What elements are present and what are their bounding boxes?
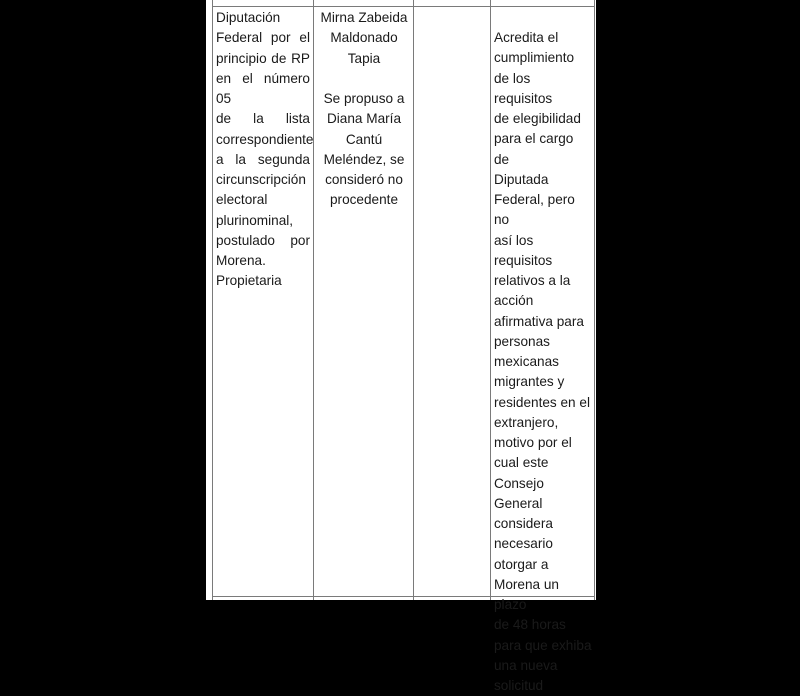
text-line: de 48 horas	[494, 617, 566, 633]
candidate-note-line: Meléndez, se	[323, 151, 405, 167]
text-line: Diputada	[494, 171, 549, 187]
text-line: considera	[494, 516, 553, 531]
text-line: de los requisitos	[494, 70, 553, 106]
text-line: Federal, pero no	[494, 192, 575, 228]
candidate-note-line: Se propuso a	[323, 91, 405, 106]
candidate-name-line: Mirna Zabeida	[320, 10, 408, 25]
text-line: a la segunda	[216, 151, 310, 167]
text-line: plurinominal,	[216, 212, 294, 228]
text-line: Federal por el	[216, 30, 310, 46]
text-line: otorgar a	[494, 556, 549, 572]
text-line: Consejo General	[494, 475, 544, 511]
text-line: postulado por	[216, 232, 310, 248]
candidate-name-line: Tapia	[347, 50, 381, 66]
candidate-note-line: consideró no	[325, 172, 403, 187]
table-border-left	[212, 0, 213, 600]
candidate-note-line: Cantú	[345, 131, 383, 147]
candidate-name-line: Maldonado	[330, 30, 398, 46]
text-line: residentes en el	[494, 394, 590, 410]
text-line: afirmativa para	[494, 313, 584, 329]
text-line: cual este	[494, 455, 549, 471]
table-cell-candidate	[316, 8, 412, 211]
text-line: Acredita el	[494, 30, 559, 45]
text-line: relativos a la	[494, 273, 571, 288]
text-line: mexicanas	[494, 354, 559, 369]
text-line: extranjero,	[494, 414, 559, 430]
table-column-divider	[413, 0, 414, 600]
text-line: solicitud	[494, 678, 544, 693]
text-line: Morena.	[216, 253, 266, 268]
text-line: en el número 05	[216, 70, 310, 106]
text-line: de la lista	[216, 111, 310, 127]
text-line: para el cargo de	[494, 131, 574, 167]
text-line: cumplimiento	[494, 50, 575, 66]
text-line: principio de RP	[216, 50, 310, 66]
text-line: requisitos	[494, 252, 553, 268]
text-line: una nueva	[494, 657, 558, 673]
document-page	[206, 0, 596, 693]
text-line: así los	[494, 232, 534, 248]
table-column-divider	[313, 0, 314, 600]
text-line: personas	[494, 333, 550, 349]
table-cell-position	[216, 8, 314, 292]
text-line: Propietaria	[216, 273, 282, 289]
text-line: de elegibilidad	[494, 111, 581, 126]
text-line: motivo por el	[494, 435, 572, 450]
candidate-note-line: Diana María	[326, 111, 402, 127]
spacer	[316, 69, 412, 89]
text-line: necesario	[494, 536, 553, 552]
text-line: correspondiente	[216, 131, 314, 147]
table-cell-observations	[494, 28, 592, 696]
text-line: migrantes y	[494, 374, 565, 390]
text-line: Morena un plazo	[494, 576, 559, 612]
text-line: Diputación	[216, 10, 281, 25]
candidate-note-line: procedente	[329, 192, 399, 208]
table-border-right	[594, 0, 595, 600]
text-line: acción	[494, 293, 534, 309]
text-line: circunscripción	[216, 172, 306, 187]
table-column-divider	[490, 0, 491, 600]
table-row-border-top	[212, 6, 594, 7]
text-line: electoral	[216, 192, 268, 208]
text-line: para que exhiba	[494, 637, 592, 653]
